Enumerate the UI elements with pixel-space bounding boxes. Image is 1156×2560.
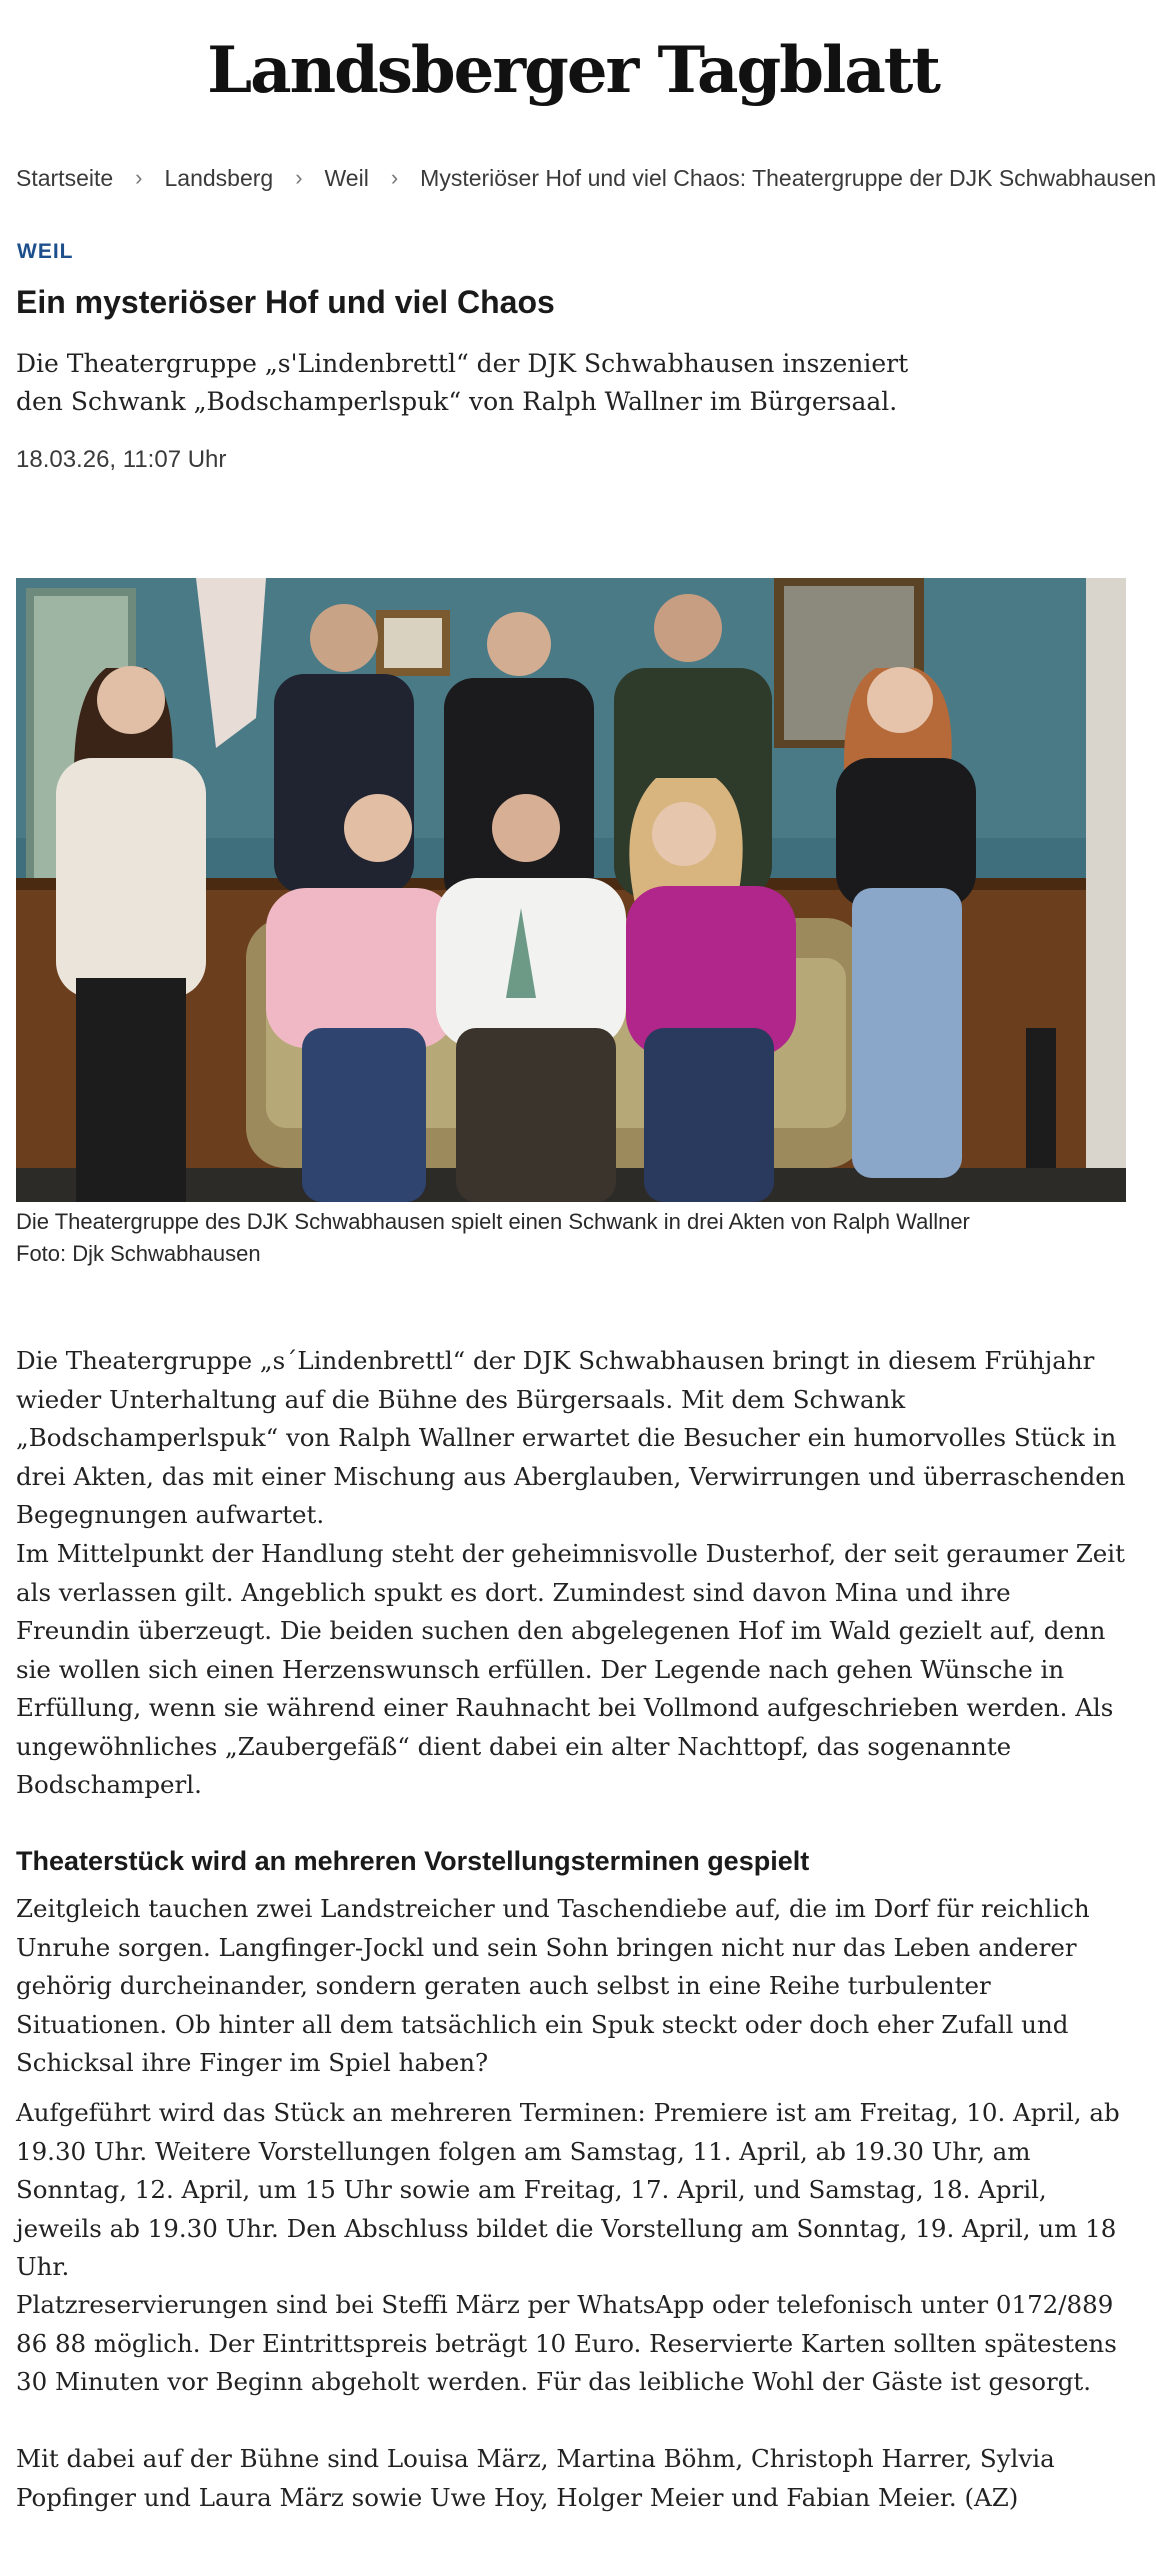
chevron-right-icon: ›	[390, 165, 399, 190]
article-paragraph-6: Mit dabei auf der Bühne sind Louisa März, Martina Böhm, Christoph Harrer, Sylvia Popfinger und Laura März sowie Uwe Hoy, Holger Meier und Fabian Meier. (AZ)	[16, 2444, 1055, 2512]
photo-caption	[16, 1206, 1116, 1270]
breadcrumb	[16, 158, 1156, 198]
article-subheading: Theaterstück wird an mehreren Vorstellungsterminen gespielt	[16, 1846, 810, 1876]
article-paragraph-1: Die Theatergruppe „s´Lindenbrettl“ der DJK Schwabhausen bringt in diesem Frühjahr wieder Unterhaltung auf die Bühne des Bürgersaals. Mit dem Schwank „Bodschamperlspuk“ von Ralph Wallner erwartet die Besucher ein humorvolles Stück in drei Akten, das mit einer Mischung aus Aberglauben, Verwirrungen und überraschenden Begegnungen aufwartet.	[16, 1346, 1126, 1529]
photo-credit: Foto: Djk Schwabhausen	[16, 1241, 261, 1266]
article-paragraph-4: Aufgeführt wird das Stück an mehreren Terminen: Premiere ist am Freitag, 10. April, ab 19.30 Uhr. Weitere Vorstellungen folgen am Samstag, 11. April, ab 19.30 Uhr, am Sonntag, 12. April, um 15 Uhr sowie am Freitag, 17. April, und Samstag, 18. April, jeweils ab 19.30 Uhr. Den Abschluss bildet die Vorstellung am Sonntag, 19. April, um 18 Uhr.	[16, 2098, 1120, 2281]
article-paragraph-3: Zeitgleich tauchen zwei Landstreicher und Taschendiebe auf, die im Dorf für reichlich Unruhe sorgen. Langfinger-Jockl und sein Sohn bringen nicht nur das Leben anderer gehörig durcheinander, sondern geraten auch selbst in eine Reihe turbulenter Situationen. Ob hinter all dem tatsächlich ein Spuk steckt oder doch eher Zufall und Schicksal ihre Finger im Spiel haben?	[16, 1894, 1090, 2077]
group-photo-illustration	[16, 578, 1126, 1202]
breadcrumb-current: Mysteriöser Hof und viel Chaos: Theatergruppe der DJK Schwabhausen	[420, 164, 1156, 191]
breadcrumb-weil[interactable]: Weil	[324, 164, 369, 191]
article-paragraph-5: Platzreservierungen sind bei Steffi März per WhatsApp oder telefonisch unter 0172/889 86 88 möglich. Der Eintrittspreis beträgt 10 Euro. Reservierte Karten sollten spätestens 30 Minuten vor Beginn abgeholt werden. Für das leibliche Wohl der Gäste ist gesorgt.	[16, 2290, 1117, 2396]
breadcrumb-landsberg[interactable]: Landsberg	[164, 164, 274, 191]
article-date: 18.03.26, 11:07 Uhr	[16, 446, 227, 473]
article-headline: Ein mysteriöser Hof und viel Chaos	[16, 284, 555, 320]
photo-caption-text: Die Theatergruppe des DJK Schwabhausen spielt einen Schwank in drei Akten von Ralph Wallner	[16, 1209, 970, 1234]
chevron-right-icon: ›	[295, 165, 303, 190]
article-photo[interactable]	[16, 578, 1126, 1202]
article-teaser: Die Theatergruppe „s'Lindenbrettl“ der DJK Schwabhausen inszeniert den Schwank „Bodschamperlspuk“ von Ralph Wallner im Bürgersaal.	[16, 349, 909, 416]
chevron-right-icon: ›	[135, 165, 143, 190]
article-kicker[interactable]: WEIL	[17, 240, 74, 263]
site-logo[interactable]: Landsberger Tagblatt	[207, 32, 939, 108]
breadcrumb-home[interactable]: Startseite	[16, 164, 114, 191]
article-paragraph-2: Im Mittelpunkt der Handlung steht der geheimnisvolle Dusterhof, der seit geraumer Zeit als verlassen gilt. Angeblich spukt es dort. Zumindest sind davon Mina und ihre Freundin überzeugt. Die beiden suchen den abgelegenen Hof im Wald gezielt auf, denn sie wollen sich einen Herzenswunsch erfüllen. Der Legende nach gehen Wünsche in Erfüllung, wenn sie während einer Rauhnacht bei Vollmond aufgeschrieben werden. Als ungewöhnliches „Zaubergefäß“ dient dabei ein alter Nachttopf, das sogenannte Bodschamperl.	[16, 1539, 1125, 1799]
masthead	[0, 0, 1146, 140]
